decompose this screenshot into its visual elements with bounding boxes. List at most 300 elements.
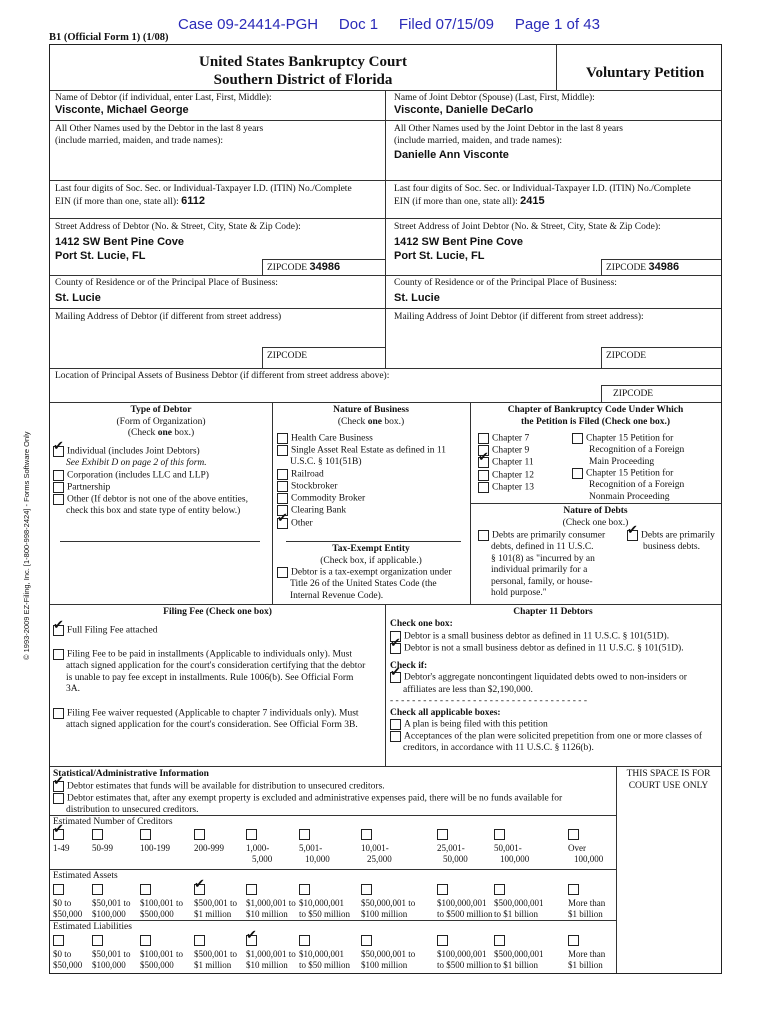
single-asset-option[interactable] [277,445,446,457]
chapter-15-nonmain-option[interactable] [572,468,684,480]
checked-box-icon[interactable] [194,884,205,895]
joint-zip: 34986 [648,261,680,273]
assets-range-label: $500,000,001 [494,898,544,908]
consumer-debts-label: Debts are primarily consumer [492,530,606,541]
joint-other-names: Danielle Ann Visconte [394,149,509,161]
creditors-option[interactable] [437,829,468,865]
checkbox-icon[interactable] [140,884,151,895]
assets-range-label: $100,000,001 [437,898,487,908]
creditors-option[interactable] [194,829,224,854]
liabilities-range-label: $500,001 to [194,949,238,959]
chapter-15-nonmain-note-1: Recognition of a Foreign [589,480,685,491]
assets-option[interactable] [568,884,605,920]
type-other-label: Other (If debtor is not one of the above entities, [67,494,248,505]
small-business-label: Debtor is a small business debtor as defined in 11 U.S.C. § 101(51D). [404,631,670,642]
creditors-option[interactable] [140,829,170,854]
chapter-15-main-note-1: Recognition of a Foreign [589,445,685,456]
clearing-bank-option[interactable] [277,505,446,517]
ch11-check-all-label: Check all applicable boxes: [390,707,501,718]
court-district: Southern District of Florida [213,72,393,88]
checkbox-icon[interactable] [53,494,64,505]
type-debtor-title: Type of Debtor [130,405,192,415]
creditors-title: Estimated Number of Creditors [53,817,173,827]
checkbox-icon[interactable] [92,884,103,895]
checkbox-icon[interactable] [53,708,64,719]
assets-option[interactable] [140,884,183,920]
liabilities-option[interactable] [494,935,544,971]
ch11-check-one-label: Check one box: [390,619,453,629]
liabilities-range-label: to $500 million [437,960,493,970]
chapter-15-nonmain-label: Chapter 15 Petition for [586,468,674,479]
creditors-range-label: 50-99 [92,843,113,853]
joint-ssn-label: Last four digits of Soc. Sec. or Individual-Taxpayer I.D. (ITIN) No./Complete [394,184,691,194]
checkbox-icon[interactable] [246,884,257,895]
checked-box-icon[interactable] [53,781,64,792]
joint-name: Visconte, Danielle DeCarlo [394,104,534,116]
checkbox-icon[interactable] [568,884,579,895]
joint-street-1: 1412 SW Bent Pine Cove [394,236,523,248]
type-individual-label: Individual (includes Joint Debtors) [67,446,200,457]
creditors-option[interactable] [494,829,529,865]
checkbox-icon[interactable] [361,829,372,840]
type-corporation-option[interactable] [53,470,248,482]
checkbox-icon[interactable] [140,935,151,946]
checked-box-icon[interactable] [390,672,401,683]
assets-option[interactable] [194,884,237,920]
assets-option[interactable] [299,884,350,920]
type-partnership-option[interactable] [53,482,248,494]
checkbox-icon[interactable] [494,935,505,946]
plan-filed-option[interactable] [390,719,720,731]
chapter-15-main-option[interactable] [572,433,684,445]
creditors-option[interactable] [568,829,603,865]
creditors-range-label: 100,000 [574,854,604,864]
creditors-range-label: 50,001- [494,843,522,853]
case-header: Case 09-24414-PGH Doc 1 Filed 07/15/09 Page 1 of 43 [178,16,600,33]
statistical-title: Statistical/Administrative Information [53,769,209,779]
aggregate-debts-option[interactable] [390,672,720,684]
checked-box-icon[interactable] [478,457,489,468]
not-small-business-option[interactable] [390,643,720,655]
tax-exempt-note-2: Internal Revenue Code). [290,590,384,601]
liabilities-range-label: $10,000,001 [299,949,344,959]
checkbox-icon[interactable] [390,719,401,730]
checkbox-icon[interactable] [277,567,288,578]
location-zip-label: ZIPCODE [613,389,654,399]
chapter-15-main-label: Chapter 15 Petition for [586,433,674,444]
creditors-range-label: 1-49 [53,843,70,853]
liabilities-range-label: $1 million [194,960,232,970]
acceptances-note: creditors, in accordance with 11 U.S.C. § 1126(b). [403,743,594,754]
court-use-label-2: COURT USE ONLY [628,780,709,791]
checkbox-icon[interactable] [437,884,448,895]
single-asset-note: U.S.C. § 101(51B) [290,457,362,468]
nature-business-check-pre: (Check [337,416,368,427]
tax-exempt-label: Debtor is a tax-exempt organization under [291,567,452,578]
checkbox-icon[interactable] [53,482,64,493]
chapter-check-pre: the Petition is Filed (Check [520,416,634,427]
nature-debts-title: Nature of Debts [563,506,628,516]
liabilities-range-label: $100,000,001 [437,949,487,959]
checked-box-icon[interactable] [53,446,64,457]
type-individual-option[interactable] [53,446,248,458]
other-business-option[interactable] [277,518,446,530]
liabilities-range-label: $100 million [361,960,408,970]
ch11-check-if-label: Check if: [390,660,428,671]
type-individual-note: See Exhibit D on page 2 of this form. [66,458,207,469]
creditors-range-label: 5,001- [299,843,323,853]
debtor-other-names-label-2: (include married, maiden, and trade names): [55,135,224,146]
liabilities-range-label: $50,001 to [92,949,131,959]
tax-exempt-title: Tax-Exempt Entity [332,544,410,554]
chapter-15-main-note-2: Main Proceeding [589,456,655,467]
assets-range-label: $1 million [194,909,232,919]
creditors-range-label: 50,000 [443,854,468,864]
assets-range-label: $100 million [361,909,408,919]
not-small-business-label: Debtor is not a small business debtor as defined in 11 U.S.C. § 101(51D). [404,643,684,654]
filing-fee-title: Filing Fee (Check one box) [163,607,272,617]
no-funds-note: distribution to unsecured creditors. [66,804,199,815]
nature-business-check-one: one [367,416,382,427]
creditors-range-label: 5,000 [252,854,273,864]
liabilities-range-label: $50,000 [53,960,83,970]
business-debts-label: Debts are primarily [641,530,715,541]
checkbox-icon[interactable] [277,433,288,444]
checked-box-icon[interactable] [246,935,257,946]
installments-note-3: 3A. [66,684,80,695]
chapter-7-label: Chapter 7 [492,433,530,444]
checkbox-icon[interactable] [478,482,489,493]
tax-exempt-option[interactable] [277,567,451,579]
creditors-row [53,829,615,869]
checked-box-icon[interactable] [53,625,64,636]
creditors-range-label: 25,000 [367,854,392,864]
debtor-other-names-label: All Other Names used by the Debtor in the last 8 years [55,124,264,134]
installments-note-1: attach signed application for the court's consideration certifying that the debtor [66,661,366,672]
liabilities-title: Estimated Liabilities [53,922,132,932]
checkbox-icon[interactable] [246,829,257,840]
assets-option[interactable] [437,884,493,920]
creditors-option[interactable] [92,829,113,854]
checkbox-icon[interactable] [478,433,489,444]
liabilities-range-label: $1,000,001 to [246,949,296,959]
assets-range-label: to $1 billion [494,909,539,919]
checkbox-icon[interactable] [92,935,103,946]
creditors-range-label: 25,001- [437,843,465,853]
joint-zip-label: ZIPCODE [606,263,647,273]
chapter-check-post: box.) [647,416,671,427]
checkbox-icon[interactable] [568,829,579,840]
checkbox-icon[interactable] [494,829,505,840]
commodity-broker-option[interactable] [277,493,446,505]
checkbox-icon[interactable] [494,884,505,895]
petition-form [49,44,722,974]
form-id: B1 (Official Form 1) (1/08) [49,32,169,43]
consumer-debts-note-4: personal, family, or house- [491,576,593,587]
assets-range-label: $100,001 to [140,898,184,908]
joint-street-2: Port St. Lucie, FL [394,250,485,262]
checkbox-icon[interactable] [277,445,288,456]
checked-box-icon[interactable] [627,530,638,541]
stockbroker-option[interactable] [277,481,446,493]
liabilities-option[interactable] [437,935,493,971]
liabilities-option[interactable] [194,935,237,971]
liabilities-option[interactable] [92,935,131,971]
debtor-ssn-label-2: EIN (if more than one, state all): [55,196,179,207]
debtor-ssn: 6112 [181,194,205,207]
checkbox-icon[interactable] [437,829,448,840]
checked-box-icon[interactable] [277,518,288,529]
assets-row [53,884,615,920]
assets-option[interactable] [92,884,131,920]
assets-range-label: $50,000,001 to [361,898,416,908]
creditors-option[interactable] [53,829,70,854]
debtor-ssn-label: Last four digits of Soc. Sec. or Individual-Taxpayer I.D. (ITIN) No./Complete [55,184,352,194]
consumer-debts-option[interactable] [478,530,605,542]
assets-title: Estimated Assets [53,871,118,881]
checkbox-icon[interactable] [53,935,64,946]
debtor-county-label: County of Residence or of the Principal Place of Business: [55,278,278,288]
type-debtor-subtitle: (Form of Organization) [116,416,206,427]
court-use-label: THIS SPACE IS FOR [626,769,711,779]
checkbox-icon[interactable] [277,481,288,492]
full-fee-option[interactable] [53,625,383,637]
chapter-13-option[interactable] [478,482,534,494]
debtor-street-2: Port St. Lucie, FL [55,250,146,262]
type-debtor-check-one: one [157,428,172,438]
acceptances-label: Acceptances of the plan were solicited prepetition from one or more classes of [404,731,703,742]
joint-street-label: Street Address of Joint Debtor (No. & Street, City, State & Zip Code): [394,222,661,232]
liabilities-option[interactable] [53,935,82,971]
checkbox-icon[interactable] [194,829,205,840]
liabilities-option[interactable] [246,935,296,971]
tax-exempt-note-1: Title 26 of the United States Code (the [290,579,437,590]
liabilities-range-label: $1 billion [568,960,603,970]
checkbox-icon[interactable] [361,935,372,946]
checked-box-icon[interactable] [390,643,401,654]
assets-option[interactable] [361,884,415,920]
commodity-broker-label: Commodity Broker [291,493,366,504]
debtor-zip: 34986 [309,261,341,273]
checkbox-icon[interactable] [140,829,151,840]
no-funds-option[interactable] [53,793,613,805]
consumer-debts-note-2: § 101(8) as "incurred by an [491,553,595,564]
railroad-option[interactable] [277,469,446,481]
creditors-range-label: Over [568,843,586,853]
liabilities-range-label: to $50 million [299,960,351,970]
joint-other-names-label-2: (include married, maiden, and trade names): [394,135,563,146]
chapter-11-option[interactable] [478,457,534,469]
consumer-debts-note-5: hold purpose." [491,588,547,599]
joint-name-label: Name of Joint Debtor (Spouse) (Last, First, Middle): [394,93,595,103]
chapter-12-label: Chapter 12 [492,470,534,481]
assets-range-label: to $50 million [299,909,351,919]
creditors-option[interactable] [361,829,392,865]
checkbox-icon[interactable] [299,829,310,840]
liabilities-range-label: $100,000 [92,960,126,970]
type-partnership-label: Partnership [67,482,111,493]
joint-mailing-label: Mailing Address of Joint Debtor (if different from street address): [394,312,644,322]
assets-range-label: $50,001 to [92,898,131,908]
joint-mailing-zip-label: ZIPCODE [606,351,647,361]
checkbox-icon[interactable] [53,793,64,804]
assets-range-label: $1,000,001 to [246,898,296,908]
no-funds-label: Debtor estimates that, after any exempt property is excluded and administrative expenses paid, there will be no funds available for [67,793,563,804]
consumer-debts-note-1: debts, defined in 11 U.S.C. [491,542,594,553]
chapter-12-option[interactable] [478,470,534,482]
installments-label: Filing Fee to be paid in installments (Applicable to individuals only). Must [67,649,352,660]
type-debtor-check-post: box.) [171,428,195,438]
checkbox-icon[interactable] [53,649,64,660]
liabilities-option[interactable] [299,935,350,971]
liabilities-range-label: $500,000,001 [494,949,544,959]
creditors-option[interactable] [299,829,330,865]
debtor-zip-label: ZIPCODE [267,263,308,273]
liabilities-row [53,935,615,971]
checkbox-icon[interactable] [390,731,401,742]
tax-exempt-subtitle: (Check box, if applicable.) [320,555,422,566]
liabilities-option[interactable] [361,935,415,971]
chapter-title: Chapter of Bankruptcy Code Under Which [507,405,684,415]
assets-option[interactable] [246,884,296,920]
assets-range-label: More than [568,898,606,908]
joint-county-label: County of Residence or of the Principal Place of Business: [394,278,617,288]
debtor-mailing-label: Mailing Address of Debtor (if different from street address) [55,312,282,322]
checkbox-icon[interactable] [299,884,310,895]
installments-option[interactable] [53,649,383,661]
fee-waiver-option[interactable] [53,708,383,720]
nature-business-title: Nature of Business [333,405,409,415]
checkbox-icon[interactable] [194,935,205,946]
creditors-range-label: 1,000- [246,843,270,853]
petition-title: Voluntary Petition [586,65,705,81]
checkbox-icon[interactable] [277,469,288,480]
full-fee-label: Full Filing Fee attached [67,625,158,636]
liabilities-range-label: $10 million [246,960,288,970]
plan-filed-label: A plan is being filed with this petition [404,719,548,730]
creditors-range-label: 100-199 [140,843,170,853]
creditors-range-label: 100,000 [500,854,530,864]
creditors-range-label: 10,000 [305,854,330,864]
chapter-check-one: one [633,416,648,427]
checkbox-icon[interactable] [572,433,583,444]
joint-ssn: 2415 [520,194,545,207]
chapter-9-label: Chapter 9 [492,445,530,456]
chapter-11-label: Chapter 11 [492,458,534,469]
creditors-option[interactable] [246,829,272,865]
clearing-bank-label: Clearing Bank [291,506,347,517]
joint-county: St. Lucie [394,292,440,304]
joint-ssn-label-2: EIN (if more than one, state all): [394,196,518,207]
checkbox-icon[interactable] [277,493,288,504]
installments-note-2: is unable to pay fee except in installments. Rule 1006(b). See Official Form [66,672,354,683]
assets-range-label: $500,000 [140,909,174,919]
railroad-label: Railroad [291,469,324,480]
fee-waiver-label: Filing Fee waiver requested (Applicable to chapter 7 individuals only). Must [67,708,359,719]
aggregate-debts-label: Debtor's aggregate noncontingent liquidated debts owed to non-insiders or [404,673,687,684]
debtor-name: Visconte, Michael George [55,104,189,116]
liabilities-option[interactable] [568,935,605,971]
liabilities-range-label: $500,000 [140,960,174,970]
checkbox-icon[interactable] [478,530,489,541]
court-name: United States Bankruptcy Court [199,54,407,70]
checkbox-icon[interactable] [437,935,448,946]
liabilities-range-label: More than [568,949,606,959]
health-care-label: Health Care Business [291,433,373,444]
ch11-debtors-title: Chapter 11 Debtors [513,607,593,617]
acceptances-option[interactable] [390,731,720,743]
assets-range-label: $100,000 [92,909,126,919]
checkbox-icon[interactable] [299,935,310,946]
chapter-15-nonmain-note-2: Nonmain Proceeding [589,491,670,502]
type-corporation-label: Corporation (includes LLC and LLP) [67,470,209,481]
nature-debts-subtitle: (Check one box.) [562,517,629,528]
type-other-note: check this box and state type of entity below.) [66,506,241,517]
debtor-street-1: 1412 SW Bent Pine Cove [55,236,184,248]
assets-range-label: $1 billion [568,909,603,919]
liabilities-range-label: to $1 billion [494,960,539,970]
debtor-street-label: Street Address of Debtor (No. & Street, City, State & Zip Code): [55,222,301,232]
funds-available-option[interactable] [53,781,613,793]
health-care-option[interactable] [277,433,446,445]
dashed-divider: - - - - - - - - - - - - - - - - - - - - - - - - - - - - - - - - - - - - [390,696,588,707]
small-business-option[interactable] [390,631,720,643]
checkbox-icon[interactable] [572,468,583,479]
joint-other-names-label: All Other Names used by the Joint Debtor in the last 8 years [394,124,624,134]
funds-available-label: Debtor estimates that funds will be available for distribution to unsecured creditors. [67,781,385,792]
assets-range-label: to $500 million [437,909,493,919]
assets-range-label: $50,000 [53,909,83,919]
location-label: Location of Principal Assets of Business Debtor (if different from street address above): [55,371,390,381]
debtor-county: St. Lucie [55,292,101,304]
assets-option[interactable] [494,884,544,920]
consumer-debts-note-3: individual primarily for a [491,565,588,576]
debtor-mailing-zip-label: ZIPCODE [267,351,308,361]
liabilities-option[interactable] [140,935,183,971]
software-sidebar: © 1993-2009 EZ-Filing, Inc. [1-800-998-2424] - Forms Software Only [22,431,31,660]
fee-waiver-note: attach signed application for the court's consideration. See Official Form 3B. [66,720,358,731]
liabilities-range-label: $50,000,001 to [361,949,416,959]
debtor-name-label: Name of Debtor (if individual, enter Last, First, Middle): [55,93,272,103]
single-asset-label: Single Asset Real Estate as defined in 11 [291,445,447,456]
checkbox-icon[interactable] [478,470,489,481]
business-debts-note: business debts. [643,542,700,553]
assets-range-label: $10 million [246,909,288,919]
type-debtor-check-pre: (Check [127,428,158,438]
nature-business-check-post: box.) [381,416,405,427]
assets-option[interactable] [53,884,82,920]
assets-range-label: $10,000,001 [299,898,344,908]
checkbox-icon[interactable] [568,935,579,946]
liabilities-range-label: $0 to [53,949,72,959]
checkbox-icon[interactable] [361,884,372,895]
aggregate-debts-note: affiliates are less than $2,190,000. [403,684,533,695]
chapter-13-label: Chapter 13 [492,482,534,493]
checkbox-icon[interactable] [53,884,64,895]
liabilities-range-label: $100,001 to [140,949,184,959]
chapter-7-option[interactable] [478,433,534,445]
assets-range-label: $0 to [53,898,72,908]
checked-box-icon[interactable] [53,829,64,840]
checkbox-icon[interactable] [53,470,64,481]
business-debts-option[interactable] [627,530,715,542]
checkbox-icon[interactable] [92,829,103,840]
other-business-label: Other [291,518,313,529]
stockbroker-label: Stockbroker [291,481,338,492]
creditors-range-label: 200-999 [194,843,224,853]
assets-range-label: $500,001 to [194,898,238,908]
type-other-option[interactable] [53,494,248,506]
